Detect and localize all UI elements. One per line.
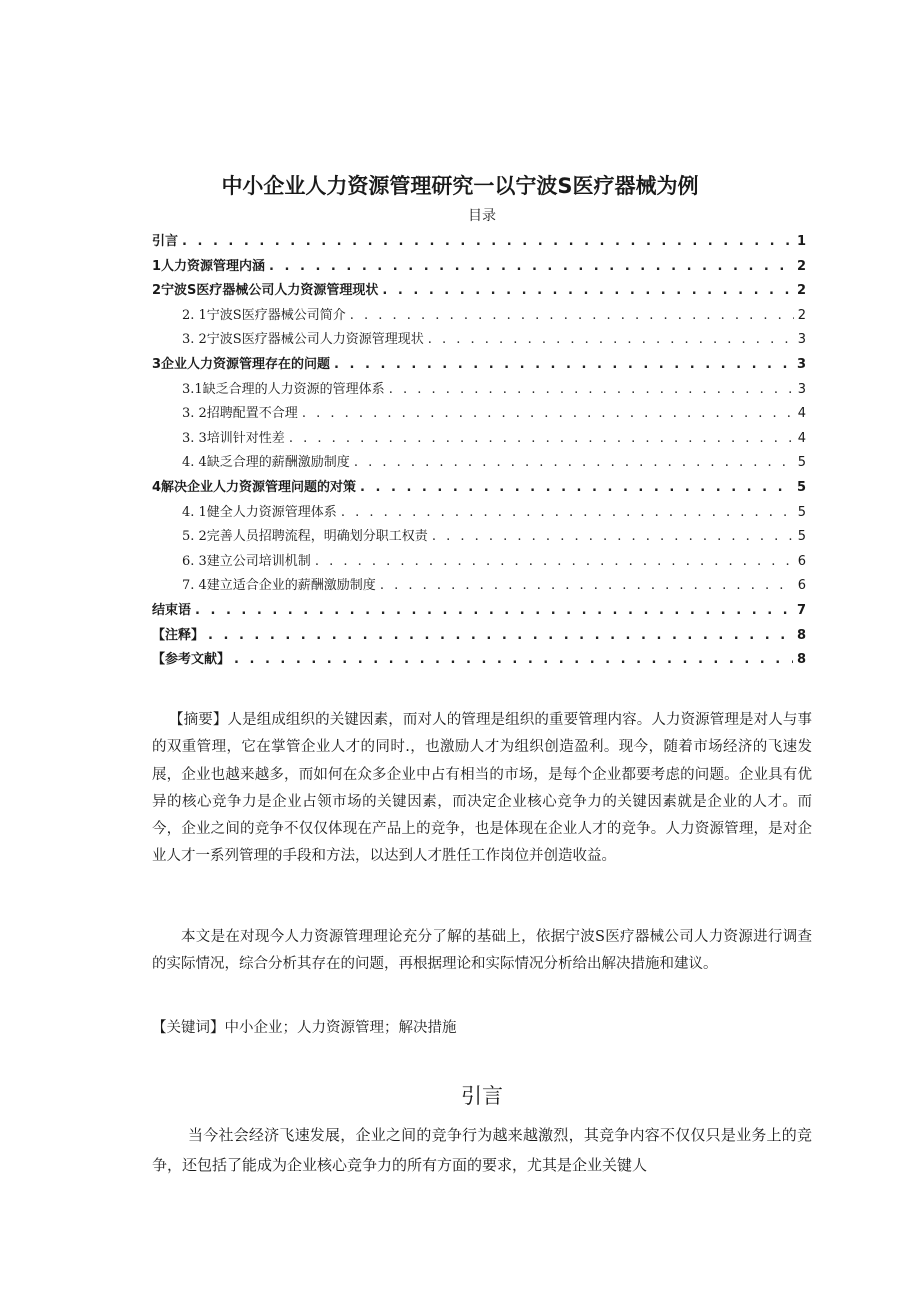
toc-entry-page: 7 [796, 602, 806, 618]
document-title: 中小企业人力资源管理研究一以宁波S医疗器械为例 [221, 174, 699, 198]
toc-entry-label: 7. 4建立适合企业的薪酬激励制度 [182, 578, 376, 594]
toc-entry[interactable] [152, 255, 806, 280]
toc-entry-page: 5 [797, 529, 806, 545]
toc-leader-dots [350, 308, 794, 323]
toc-leader-dots [195, 603, 793, 618]
toc-subentry[interactable] [152, 402, 806, 427]
toc-leader-dots [234, 652, 793, 667]
toc-entry-label: 结束语 [152, 602, 192, 618]
toc-entry-page: 3 [797, 381, 806, 397]
toc-entry-label: 5. 2完善人员招聘流程，明确划分职工权责 [182, 529, 428, 545]
toc-subentry[interactable] [152, 328, 806, 353]
toc-subentry[interactable] [152, 501, 806, 526]
table-of-contents [152, 230, 806, 673]
toc-entry-label: 1人力资源管理内涵 [152, 258, 266, 274]
toc-leader-dots [334, 357, 793, 372]
toc-entry[interactable] [152, 599, 806, 624]
toc-entry[interactable] [152, 353, 806, 378]
toc-entry-page: 3 [797, 332, 806, 348]
toc-entry-label: 6. 3建立公司培训机制 [182, 553, 311, 569]
toc-leader-dots [354, 455, 794, 470]
toc-entry-label: 4解决企业人力资源管理问题的对策 [152, 479, 357, 495]
toc-entry-label: 4. 4缺乏合理的薪酬激励制度 [182, 455, 350, 471]
toc-entry-page: 2 [796, 283, 806, 299]
toc-entry-page: 3 [796, 356, 806, 372]
toc-entry-page: 1 [796, 234, 806, 249]
toc-entry-label: 3企业人力资源管理存在的问题 [152, 356, 331, 372]
toc-entry-label: 引言 [152, 234, 179, 249]
toc-entry[interactable] [152, 279, 806, 304]
toc-entry-page: 6 [797, 578, 806, 594]
keywords-line: 【关键词】中小企业；人力资源管理；解决措施 [152, 1020, 457, 1036]
toc-entry[interactable] [152, 476, 806, 501]
toc-entry-page: 4 [797, 406, 806, 422]
toc-entry-page: 5 [797, 455, 806, 471]
toc-entry-label: 3. 2宁波S医疗器械公司人力资源管理现状 [182, 332, 424, 348]
toc-leader-dots [382, 283, 793, 298]
toc-subentry[interactable] [152, 451, 806, 476]
toc-entry-page: 8 [796, 627, 806, 643]
toc-entry-page: 2 [796, 258, 806, 274]
toc-entry-label: 3. 3培训针对性差 [182, 430, 285, 446]
toc-subentry[interactable] [152, 525, 806, 550]
toc-leader-dots [182, 234, 793, 249]
toc-heading: 目录 [468, 208, 496, 224]
toc-entry-label: 2宁波S医疗器械公司人力资源管理现状 [152, 283, 379, 299]
toc-leader-dots [302, 406, 794, 421]
toc-entry-label: 2. 1宁波S医疗器械公司简介 [182, 307, 346, 323]
intro-paragraph: 当今社会经济飞速发展，企业之间的竞争行为越来越激烈，其竞争内容不仅仅只是业务上的竞争，还包括了能成为企业核心竞争力的所有方面的要求，尤其是企业关键人 [152, 1126, 812, 1174]
toc-leader-dots [289, 431, 794, 446]
toc-entry-page: 4 [797, 430, 806, 446]
toc-leader-dots [389, 382, 794, 397]
toc-entry[interactable] [152, 624, 806, 649]
toc-entry-label: 3.1缺乏合理的人力资源的管理体系 [182, 381, 385, 397]
toc-entry-label: 【参考文献】 [152, 652, 231, 668]
toc-entry-page: 6 [797, 553, 806, 569]
toc-entry-label: 3. 2招聘配置不合理 [182, 406, 298, 422]
toc-leader-dots [432, 529, 794, 544]
abstract-paragraph-2: 本文是在对现今人力资源管理理论充分了解的基础上，依据宁波S医疗器械公司人力资源进行调查的实际情况，综合分析其存在的问题，再根据理论和实际情况分析给出解决措施和建议。 [152, 929, 812, 973]
toc-entry-label: 【注释】 [152, 627, 205, 643]
toc-leader-dots [360, 480, 793, 495]
toc-leader-dots [269, 259, 793, 274]
toc-leader-dots [208, 628, 793, 643]
toc-subentry[interactable] [152, 304, 806, 329]
toc-entry-page: 5 [796, 479, 806, 495]
toc-leader-dots [428, 332, 794, 347]
toc-entry[interactable] [152, 648, 806, 673]
toc-subentry[interactable] [152, 550, 806, 575]
toc-subentry[interactable] [152, 378, 806, 403]
toc-leader-dots [380, 578, 794, 593]
toc-leader-dots [341, 505, 794, 520]
toc-entry-page: 5 [797, 504, 806, 520]
section-heading-intro: 引言 [461, 1084, 503, 1108]
toc-entry-label: 4. 1健全人力资源管理体系 [182, 504, 337, 520]
toc-entry[interactable] [152, 230, 806, 255]
abstract-paragraph: 【摘要】人是组成组织的关键因素，而对人的管理是组织的重要管理内容。人力资源管理是对人与事的双重管理，它在掌管企业人才的同时.，也激励人才为组织创造盈利。现今，随着市场经济的飞速发展，企业也越来越多，而如何在众多企业中占有相当的市场，是每个企业都要考虑的问题。企业具有优异的核心竞争力是企业占领市场的关键因素，而决定企业核心竞争力的关键因素就是企业的人才。而今，企业之间的竞争不仅仅体现在产品上的竞争，也是体现在企业人才的竞争。人力资源管理，是对企业人才一系列管理的手段和方法，以达到人才胜任工作岗位并创造收益。 [152, 712, 812, 865]
toc-entry-page: 8 [796, 652, 806, 668]
toc-subentry[interactable] [152, 574, 806, 599]
toc-subentry[interactable] [152, 427, 806, 452]
toc-entry-page: 2 [797, 307, 806, 323]
toc-leader-dots [315, 554, 794, 569]
